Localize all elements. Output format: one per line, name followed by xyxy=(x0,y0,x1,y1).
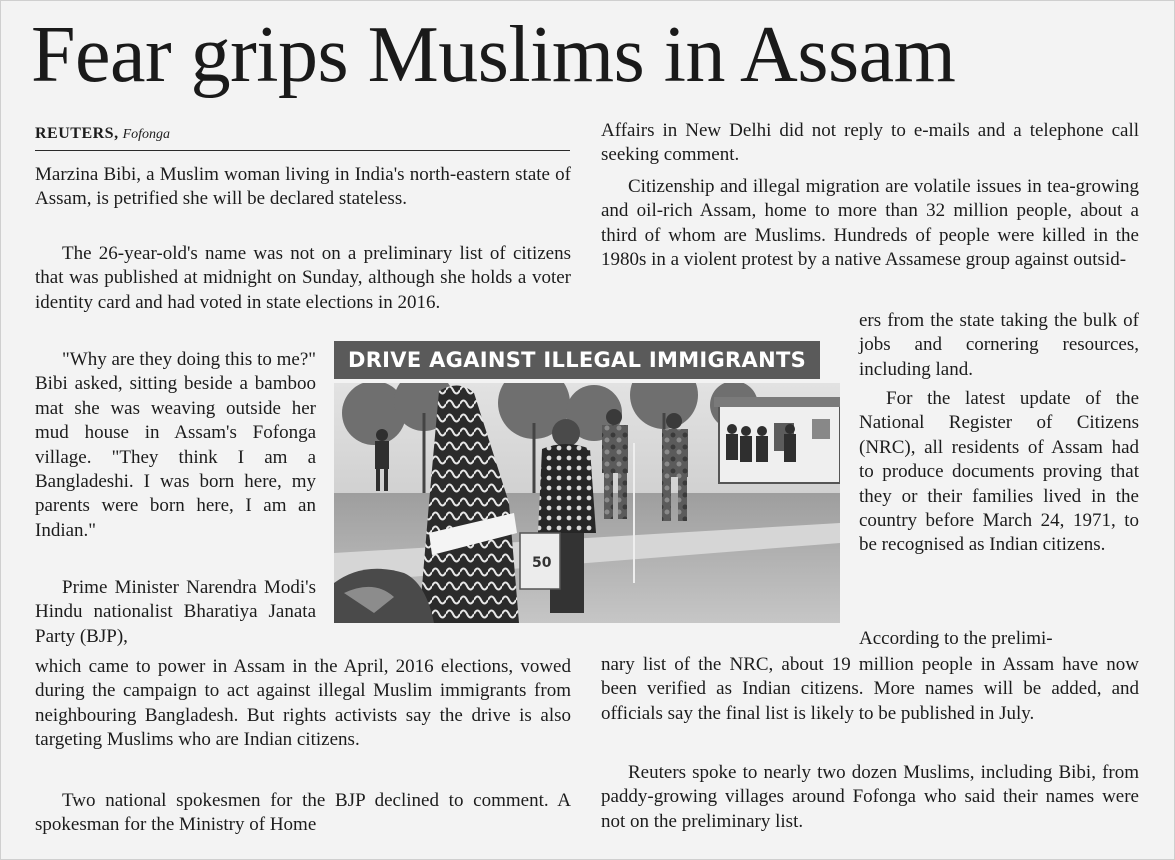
headline: Fear grips Muslims in Assam xyxy=(31,11,956,99)
paragraph: Two national spokesmen for the BJP declined to comment. A spokesman for the Ministry of Home xyxy=(35,790,571,836)
paragraph: Citizenship and illegal migration are volatile issues in tea-growing and oil-rich Assam, home to more than 32 million people, about a third of whom are Muslims. Hundreds of people were killed in the 1980s in a violent protest by a native Assamese group against outsid- xyxy=(601,176,1139,271)
paragraph: Reuters spoke to nearly two dozen Muslims, including Bibi, from paddy-growing villages around Fofonga who said their names were not on the preliminary list. xyxy=(601,762,1139,832)
paragraph: which came to power in Assam in the April, 2016 elections, vowed during the campaign to act against illegal Muslim immigrants from neighbouring Bangladesh. But rights activists say the drive is also targeting Muslims who are Indian citizens. xyxy=(35,656,571,751)
byline xyxy=(35,121,570,151)
paragraph: Prime Minister Narendra Modi's Hindu nationalist Bharatiya Janata Party (BJP), xyxy=(35,577,316,647)
paragraph: The 26-year-old's name was not on a preliminary list of citizens that was published at midnight on Sunday, although she holds a voter identity card and had voted in state elections in 2016. xyxy=(35,243,571,313)
paragraph: According to the prelimi- xyxy=(859,628,1053,649)
photo-title: DRIVE AGAINST ILLEGAL IMMIGRANTS xyxy=(334,341,820,379)
photo-sign-text: 50 xyxy=(532,555,552,571)
paragraph: Affairs in New Delhi did not reply to e-mails and a telephone call seeking comment. xyxy=(601,120,1139,166)
photo-illustration xyxy=(334,383,840,623)
paragraph: nary list of the NRC, about 19 million people in Assam have now been verified as Indian citizens. More names will be added, and officials say the final list is likely to be published in July. xyxy=(601,654,1139,724)
paragraph: Marzina Bibi, a Muslim woman living in India's north-eastern state of Assam, is petrified she will be declared stateless. xyxy=(35,164,571,210)
news-photo xyxy=(334,383,840,623)
paragraph: "Why are they doing this to me?" Bibi asked, sitting beside a bamboo mat she was weaving outside her mud house in Assam's Fofonga village. "They think I am a Bangladeshi. I was born here, my parents were born here, I am an Indian." xyxy=(35,349,317,541)
byline-place: Fofonga xyxy=(122,127,171,142)
byline-agency: REUTERS, xyxy=(35,125,119,142)
paragraph: ers from the state taking the bulk of jobs and cornering resources, including land. xyxy=(859,310,1139,380)
paragraph: For the latest update of the National Register of Citizens (NRC), all residents of Assam had to produce documents proving that they or their families lived in the country before March 24, 1971, to be recognised as Indian citizens. xyxy=(859,388,1139,556)
photo-box xyxy=(334,341,840,625)
